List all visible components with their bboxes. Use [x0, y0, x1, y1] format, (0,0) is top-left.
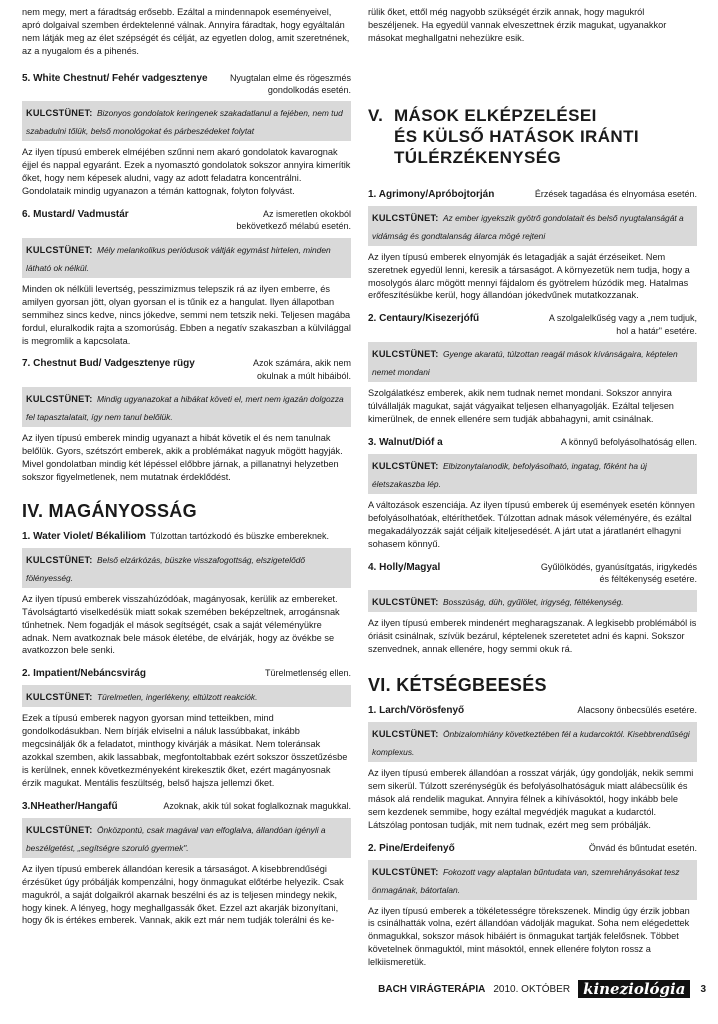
entry-subtitle: Azoknak, akik túl sokat foglalkoznak magukkal. — [163, 800, 351, 811]
entry-header — [22, 667, 351, 680]
entry-header — [22, 800, 351, 813]
entry-subtitle: Érzések tagadása és elnyomása esetén. — [534, 188, 697, 199]
key-symptom-text: Mély melankolikus periódusok váltják egymást hirtelen, minden látható ok nélkül. — [26, 244, 331, 273]
section-heading — [368, 105, 697, 168]
entry-title: 3.NHeather/Hangafű — [22, 800, 118, 812]
intro-text: rülik őket, ettől még nagyobb szükségét érzik annak, hogy magukról beszéljenek. Ha egyedül vannak elveszettnek érzik magukat, ugyanakkor másokat meghallgatni nehezükre esik. — [368, 7, 667, 43]
key-symptom-box — [22, 238, 351, 278]
key-symptom-label: KULCSTÜNET: — [26, 554, 93, 565]
section-heading: IV. MAGÁNYOSSÁG — [22, 500, 197, 521]
key-symptom-box — [368, 722, 697, 762]
entry-subtitle: A szolgalelkűség vagy a „nem tudjuk, hol a határ" esetére. — [548, 313, 697, 336]
key-symptom-label: KULCSTÜNET: — [26, 244, 93, 255]
section-heading-line: ÉS KÜLSŐ HATÁSOK IRÁNTI — [394, 126, 640, 146]
key-symptom-text: Belső elzárkózás, büszke visszafogottság, elszigetelődő fölényesség. — [26, 554, 306, 583]
footer-label: BACH VIRÁGTERÁPIA — [378, 983, 486, 995]
key-symptom-label: KULCSTÜNET: — [372, 729, 439, 740]
entry-header — [368, 312, 697, 337]
entry-subtitle: Nyugtalan elme és rögeszmés gondolkodás esetén. — [229, 72, 351, 96]
intro-text: nem megy, mert a fáradtság erősebb. Ezáltal a mindennapok eseményeivel, apró dolgaival szemben érdektelenné válnak. Annyira fáradtak, hogy egyáltalán nem látják meg az élet szépségét és célját, az egyetlen dolog, amit szeretnének, az a nyugalom és a pihenés. — [22, 7, 350, 56]
key-symptom-text: Önbizalomhiány következtében fél a kudarcoktól. Kisebbrendűségi komplexus. — [372, 729, 690, 758]
key-symptom-box — [22, 685, 351, 707]
key-symptom-label: KULCSTÜNET: — [372, 597, 439, 608]
entry-body: Az ilyen típusú emberek mindig ugyanazt a hibát követik el és nem tanulnak belőlük. Gyors, szétszórt emberek, akik a problémákat nagyuk mögött hagyják. Mivel gondolatban mindig két lépéssel előbbre járnak, a pillanatnyi helyzetben sokszor figyelmetlenek, nem mutatnak érdeklődést. — [22, 433, 343, 482]
key-symptom-box — [22, 101, 351, 141]
entry-title: 5. White Chestnut/ Fehér vadgesztenye — [22, 72, 208, 84]
entry-body: Az ilyen típusú emberek mindenért megharagszanak. A legkisebb problémából is óriásit csinálnak, szívük bezárul, képtelenek szeretetet adni és kapni. Sokszor szenvednek, annak ellenére, hogy semmi okuk rá. — [368, 618, 697, 655]
key-symptom-text: Fokozott vagy alaptalan bűntudata van, szemrehányásokat tesz önmagának, bátortalan. — [372, 866, 680, 895]
key-symptom-text: Gyenge akaratú, túlzottan reagál mások kívánságaira, képtelen nemet mondani — [372, 349, 678, 378]
entry-body: Ezek a típusú emberek nagyon gyorsan mind tetteikben, mind gondolkodásukban. Nem bírják elviselni a náluk lassúbbakat, inkább megcsinálják ők a feladatot, minthogy kivárják a másikat. Nem toleránsak azokkal szemben, akik lassabbak, megfontoltabbak ezért sokszor összetűzésbe is kerülnek, ennek következményeként kirekesztik őket, ezért magányosnak érzik magukat. Mentális feszültség, belső hajsza jellemzi őket. — [22, 713, 348, 788]
entry-title: 6. Mustard/ Vadmustár — [22, 209, 129, 221]
entry-body: Az ilyen típusú emberek visszahúzódóak, magányosak, kerülik az embereket. Távolságtartó viselkedésük miatt sokak szemében beképzeltnek, arrogánsnak tűnhetnek. Nem fogadják el mások segítségét, csak a saját véleményükre adnak. Nem avatkoznak bele mások életébe, de elvárják, hogy az övékbe se avatkozzon bele senki. — [22, 593, 340, 656]
entry-title: 3. Walnut/Dióf a — [368, 436, 443, 448]
entry-header — [22, 72, 351, 97]
key-symptom-text: Önközpontú, csak magával van elfoglalva, állandóan igényli a beszélgetést, „segítségre szoruló gyermek". — [26, 824, 326, 853]
key-symptom-box — [368, 454, 697, 494]
entry-title: 2. Pine/Erdeifenyő — [368, 842, 455, 854]
entry-body: Az ilyen típusú emberek elnyomják és letagadják a saját érzéseiket. Nem szeretnek egyedül lenni, keresik a társaságot. A környezetük nem tudja, hogy a mosolygós álarc mögött mennyi fájdalom és gyötrelem húzódik meg. Hatalmas erőfeszítésükbe kerül, hogy állandóan jókedvűnek mutatkozzanak. — [368, 251, 690, 301]
key-symptom-box — [368, 342, 697, 382]
section-heading-line: TÚLÉRZÉKENYSÉG — [394, 147, 562, 167]
key-symptom-label: KULCSTÜNET: — [26, 692, 93, 703]
key-symptom-label: KULCSTÜNET: — [26, 824, 93, 835]
key-symptom-text: Bosszúság, düh, gyűlölet, irigység, féltékenység. — [442, 597, 624, 608]
entry-body: Az ilyen típusú emberek a tökéletességre törekszenek. Mindig úgy érzik jobban is csinálhatták volna, ezért állandóan vádolják magukat. Soha nem elégedettek önmagukkal, sokszor mások hibáiért is önmagukat tartják felelősnek. Többet követelnek önmaguktól, mint másoktól, ennek ellenére folyton rossz a lelkiismeretük. — [368, 905, 690, 968]
entry-subtitle: Önvád és bűntudat esetén. — [588, 842, 697, 853]
entry-header — [368, 704, 697, 717]
entry-header — [368, 188, 697, 201]
entry-header — [368, 436, 697, 449]
page-number: 3 — [700, 983, 706, 995]
key-symptom-label: KULCSTÜNET: — [372, 349, 439, 360]
entry-body: Minden ok nélküli levertség, pesszimizmus telepszik rá az ilyen emberre, és amilyen gyorsan jött, olyan gyorsan el is tűnik ez a hangulat. Ilyen állapotban semmihez sincs kedve, nincs jókedve, semmi nem tetszik neki. Teljesen magába fordul, eluralkodik rajta a szomorúság. Ebben a negatív szakaszban a külvilággal is megromlik a kapcsolata. — [22, 283, 351, 346]
entry-header — [368, 561, 697, 586]
entry-subtitle: Gyűlölködés, gyanúsítgatás, irigykedés és féltékenység esetére. — [540, 561, 697, 584]
section-heading-line: MÁSOK ELKÉPZELÉSEI — [394, 105, 597, 125]
entry-header — [22, 357, 351, 382]
key-symptom-label: KULCSTÜNET: — [372, 866, 439, 877]
section-heading: VI. KÉTSÉGBEESÉS — [368, 675, 547, 696]
entry-subtitle: Türelmetlenség ellen. — [264, 668, 351, 679]
entry-header — [368, 842, 697, 855]
key-symptom-label: KULCSTÜNET: — [26, 108, 93, 119]
entry-subtitle: Azok számára, akik nem okulnak a múlt hibáiból. — [252, 358, 351, 381]
entry-subtitle: Túlzottan tartózkodó és büszke embereknek. — [149, 530, 330, 541]
entry-subtitle: A könnyű befolyásolhatóság ellen. — [560, 436, 697, 447]
key-symptom-box — [22, 548, 351, 588]
entry-header — [22, 208, 351, 233]
key-symptom-box — [368, 860, 697, 900]
entry-title: 1. Agrimony/Apróbojtorján — [368, 188, 495, 200]
footer-date: 2010. OKTÓBER — [493, 983, 571, 995]
entry-subtitle: Az ismeretlen okokból bekövetkező mélabú esetén. — [236, 209, 351, 232]
entry-title: 1. Larch/Vörösfenyő — [368, 705, 465, 717]
entry-header — [22, 530, 351, 543]
key-symptom-label: KULCSTÜNET: — [372, 212, 439, 223]
key-symptom-text: Az ember igyekszik gyötrő gondolatait és belső nyugtalanságát a vidámság és gondtalanság álarca mögé rejteni — [372, 212, 684, 241]
key-symptom-box — [22, 818, 351, 858]
entry-title: 4. Holly/Magyal — [368, 561, 441, 573]
entry-body: Szolgálatkész emberek, akik nem tudnak nemet mondani. Sokszor annyira túlvállalják magukat, saját vágyaikat teljesen elhanyagolják. Ezáltal teljesen kimerülnek, de ennek ellenére sem tudják abbahagyni, amit csinálnak. — [368, 388, 674, 424]
page-footer — [378, 980, 706, 998]
entry-subtitle: Alacsony önbecsülés esetére. — [577, 705, 697, 716]
key-symptom-box — [22, 387, 351, 427]
entry-body: Az ilyen típusú emberek elméjében szűnni nem akaró gondolatok kavarognak éjjel és nappal egyaránt. Ezek a nyomasztó gondolatok sokszor annyira kimerítik őket, hogy nem képesek aludni, vagy az adott feladatra koncentrálni. Gondolataik mindig ugyanazon a témán kattognak, folyton folyvást. — [22, 147, 351, 197]
key-symptom-label: KULCSTÜNET: — [372, 460, 439, 471]
entry-body: Az ilyen típusú emberek állandóan a rosszat várják, úgy gondolják, nekik semmi sem sikerül. Túlzott szerénységük és befolyásolhatóságuk miatt alábecsülik és mások alá rendelik magukat. Annyira félnek a kihívásoktól, hogy inkább bele sem kezdenek semmibe, hogy ezáltal megvédjék magukat a kudarctól. Látszólag pontosan tudják, mit nem tudnak, ezért meg sem próbálják. — [368, 768, 694, 830]
key-symptom-text: Türelmetlen, ingerlékeny, eltúlzott reakciók. — [96, 692, 258, 703]
key-symptom-text: Bizonyos gondolatok keringenek szakadatlanul a fejében, nem tud szabadulni tőlük, belső monológokat és párbeszédeket folytat — [26, 108, 343, 137]
entry-title: 1. Water Violet/ Békaliliom — [22, 530, 146, 542]
entry-body: A változások eszenciája. Az ilyen típusú emberek új események esetén könnyen befolyásolhatóak, eltéríthetőek. Túlzottan adnak mások véleményére, és ezáltal megakadályozzák saját céljaik kiteljesedését. A járt utat a járatlanért elhagyni sohasem könnyű. — [368, 499, 695, 549]
key-symptom-label: KULCSTÜNET: — [26, 394, 93, 405]
brand-logo: kineziológia — [578, 980, 690, 998]
right-column — [368, 0, 697, 969]
key-symptom-text: Mindig ugyanazokat a hibákat követi el, mert nem igazán dolgozza fel tapasztalatait, így nem tanul belőlük. — [26, 394, 344, 423]
key-symptom-box — [368, 590, 697, 612]
entry-title: 2. Impatient/Nebáncsvirág — [22, 668, 146, 680]
key-symptom-box — [368, 206, 697, 246]
key-symptom-text: Elbizonytalanodik, befolyásolható, ingatag, főként ha új életszakaszba lép. — [372, 460, 647, 489]
section-number: V. — [368, 105, 384, 125]
entry-title: 2. Centaury/Kisezerjófű — [368, 313, 480, 325]
left-column — [22, 0, 351, 927]
entry-body: Az ilyen típusú emberek állandóan keresik a társaságot. A kisebbrendűségi érzésüket úgy próbálják kompenzálni, hogy önmagukat előtérbe helyezik. Csak magukról, a saját dolgaikról akarnak beszélni és az is teljesen mindegy nekik, hogy kinek. A lényeg, hogy meghallgassák őket. Ezzel azt akarják bizonyítani, hogy ők is értékes emberek. Vannak, akik ezt már nem tudják tolerálni és ke- — [22, 863, 344, 926]
entry-title: 7. Chestnut Bud/ Vadgesztenye rügy — [22, 358, 195, 370]
